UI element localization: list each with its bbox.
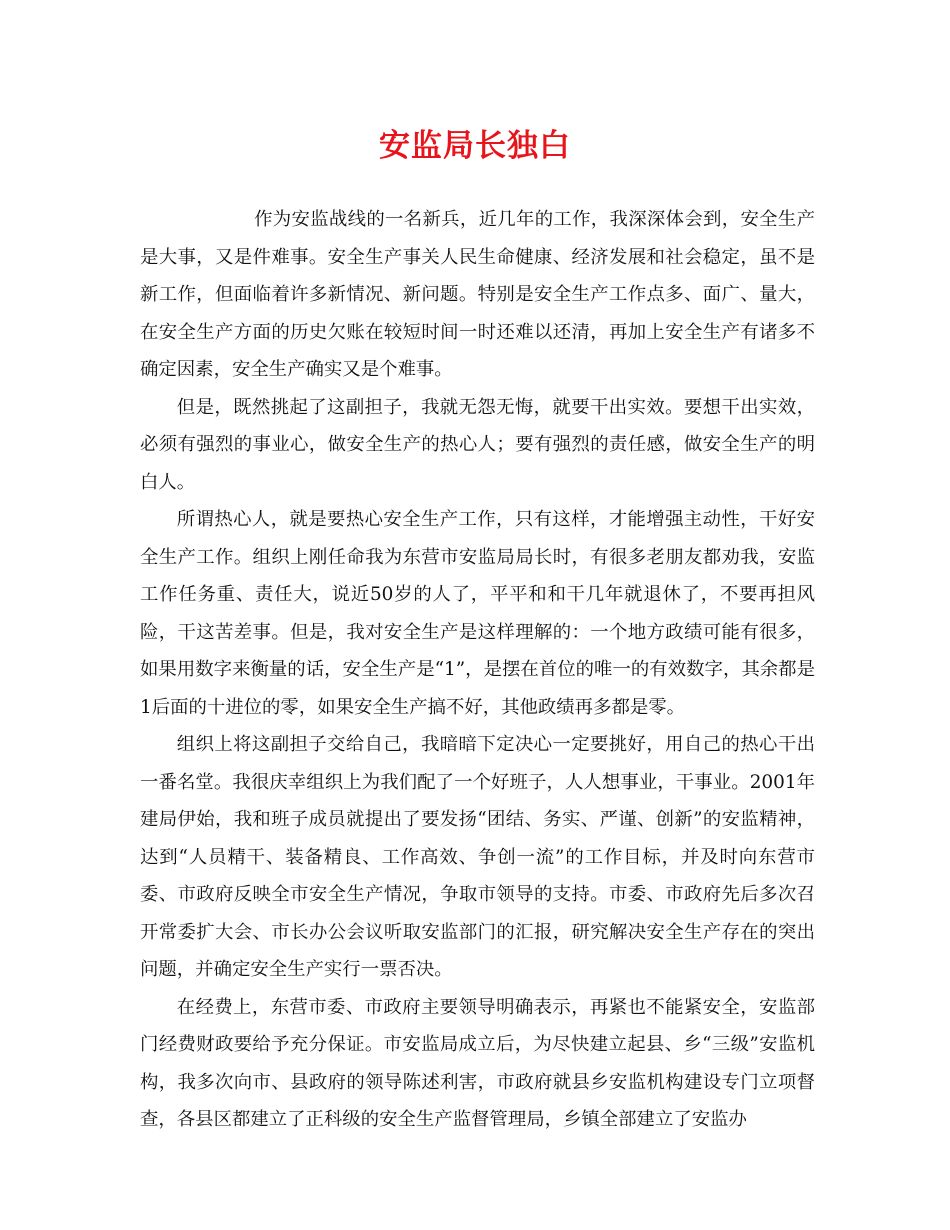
paragraph-3: 所谓热心人，就是要热心安全生产工作，只有这样，才能增强主动性，干好安全生产工作。组织上刚任命我为东营市安监局局长时，有很多老朋友都劝我，安监工作任务重、责任大，说近50岁的人了，平平和和干几年就退休了，不要再担风险，干这苦差事。但是，我对安全生产是这样理解的：一个地方政绩可能有很多，如果用数字来衡量的话，安全生产是“1”，是摆在首位的唯一的有效数字，其余都是1后面的十进位的零，如果安全生产搞不好，其他政绩再多都是零。 (140, 509, 815, 718)
paragraph-1: 作为安监战线的一名新兵，近几年的工作，我深深体会到，安全生产是大事，又是件难事。安全生产事关人民生命健康、经济发展和社会稳定，虽不是新工作，但面临着许多新情况、新问题。特别是安全生产工作点多、面广、量大，在安全生产方面的历史欠账在较短时间一时还难以还清，再加上安全生产有诸多不确定因素，安全生产确实又是个难事。 (140, 209, 815, 380)
document-title: 安监局长独白 (379, 128, 571, 164)
paragraph-5: 在经费上，东营市委、市政府主要领导明确表示，再紧也不能紧安全，安监部门经费财政要给予充分保证。市安监局成立后，为尽快建立起县、乡“三级”安监机构，我多次向市、县政府的领导陈述利害，市政府就县乡安监机构建设专门立项督查，各县区都建立了正科级的安全生产监督管理局，乡镇全部建立了安监办 (140, 996, 815, 1130)
paragraph-2: 但是，既然挑起了这副担子，我就无怨无悔，就要干出实效。要想干出实效，必须有强烈的事业心，做安全生产的热心人；要有强烈的责任感，做安全生产的明白人。 (140, 396, 815, 493)
document-body (140, 201, 815, 1139)
paragraph-4: 组织上将这副担子交给自己，我暗暗下定决心一定要挑好，用自己的热心干出一番名堂。我很庆幸组织上为我们配了一个好班子，人人想事业，干事业。2001年建局伊始，我和班子成员就提出了要发扬“团结、务实、严谨、创新”的安监精神，达到“人员精干、装备精良、工作高效、争创一流”的工作目标，并及时向东营市委、市政府反映全市安全生产情况，争取市领导的支持。市委、市政府先后多次召开常委扩大会、市长办公会议听取安监部门的汇报，研究解决安全生产存在的突出问题，并确定安全生产实行一票否决。 (140, 734, 815, 980)
